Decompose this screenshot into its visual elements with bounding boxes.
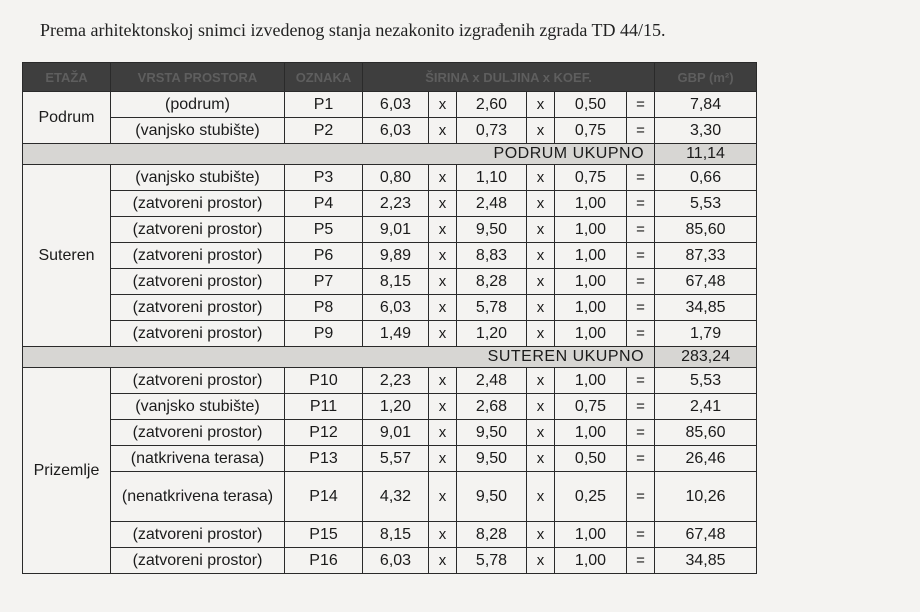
header-dimenzije: ŠIRINA x DULJINA x KOEF. xyxy=(363,63,655,92)
cell-koef: 1,00 xyxy=(555,243,627,269)
cell-duljina: 2,60 xyxy=(457,92,527,118)
section-total-value: 283,24 xyxy=(655,347,757,368)
cell-vrsta: (zatvoreni prostor) xyxy=(111,243,285,269)
cell-duljina: 2,68 xyxy=(457,394,527,420)
header-vrsta: VRSTA PROSTORA xyxy=(111,63,285,92)
cell-duljina: 2,48 xyxy=(457,368,527,394)
cell-koef: 1,00 xyxy=(555,295,627,321)
cell-gbp: 2,41 xyxy=(655,394,757,420)
table-row xyxy=(23,191,757,217)
cell-vrsta: (zatvoreni prostor) xyxy=(111,269,285,295)
cell-x2: x xyxy=(527,368,555,394)
cell-sirina: 1,49 xyxy=(363,321,429,347)
table-row xyxy=(23,548,757,574)
section-total-label: PODRUM UKUPNO xyxy=(23,144,655,165)
document-heading: Prema arhitektonskoj snimci izvedenog stanja nezakonito izgrađenih zgrada TD 44/15. xyxy=(40,20,666,40)
cell-vrsta: (zatvoreni prostor) xyxy=(111,522,285,548)
cell-koef: 1,00 xyxy=(555,522,627,548)
table-row xyxy=(23,118,757,144)
cell-koef: 1,00 xyxy=(555,269,627,295)
cell-oznaka: P15 xyxy=(285,522,363,548)
cell-gbp: 67,48 xyxy=(655,269,757,295)
cell-gbp: 67,48 xyxy=(655,522,757,548)
cell-sirina: 4,32 xyxy=(363,472,429,522)
cell-koef: 0,75 xyxy=(555,394,627,420)
cell-x2: x xyxy=(527,118,555,144)
cell-eq: = xyxy=(627,368,655,394)
cell-koef: 1,00 xyxy=(555,548,627,574)
cell-vrsta: (zatvoreni prostor) xyxy=(111,420,285,446)
table-row xyxy=(23,522,757,548)
cell-eq: = xyxy=(627,118,655,144)
cell-eq: = xyxy=(627,394,655,420)
cell-gbp: 85,60 xyxy=(655,217,757,243)
floor-label: Prizemlje xyxy=(23,368,111,574)
cell-sirina: 0,80 xyxy=(363,165,429,191)
cell-sirina: 2,23 xyxy=(363,368,429,394)
cell-koef: 0,50 xyxy=(555,446,627,472)
cell-vrsta: (podrum) xyxy=(111,92,285,118)
cell-duljina: 1,10 xyxy=(457,165,527,191)
cell-eq: = xyxy=(627,243,655,269)
cell-oznaka: P1 xyxy=(285,92,363,118)
cell-x1: x xyxy=(429,243,457,269)
floor-label: Podrum xyxy=(23,92,111,144)
cell-vrsta: (zatvoreni prostor) xyxy=(111,321,285,347)
cell-eq: = xyxy=(627,295,655,321)
cell-x1: x xyxy=(429,295,457,321)
cell-vrsta: (zatvoreni prostor) xyxy=(111,548,285,574)
cell-x1: x xyxy=(429,191,457,217)
header-etaza: ETAŽA xyxy=(23,63,111,92)
cell-vrsta: (zatvoreni prostor) xyxy=(111,191,285,217)
cell-sirina: 8,15 xyxy=(363,269,429,295)
cell-oznaka: P8 xyxy=(285,295,363,321)
cell-gbp: 10,26 xyxy=(655,472,757,522)
cell-vrsta: (vanjsko stubište) xyxy=(111,165,285,191)
cell-x2: x xyxy=(527,191,555,217)
cell-sirina: 9,01 xyxy=(363,420,429,446)
cell-oznaka: P9 xyxy=(285,321,363,347)
cell-duljina: 5,78 xyxy=(457,295,527,321)
cell-oznaka: P13 xyxy=(285,446,363,472)
cell-vrsta: (natkrivena terasa) xyxy=(111,446,285,472)
cell-eq: = xyxy=(627,165,655,191)
cell-x1: x xyxy=(429,217,457,243)
cell-koef: 0,75 xyxy=(555,165,627,191)
cell-koef: 1,00 xyxy=(555,217,627,243)
table-row xyxy=(23,368,757,394)
cell-eq: = xyxy=(627,191,655,217)
header-oznaka: OZNAKA xyxy=(285,63,363,92)
cell-x2: x xyxy=(527,243,555,269)
cell-sirina: 6,03 xyxy=(363,92,429,118)
table-row xyxy=(23,217,757,243)
table-row xyxy=(23,321,757,347)
section-total-value: 11,14 xyxy=(655,144,757,165)
section-total-row xyxy=(23,144,757,165)
cell-koef: 0,75 xyxy=(555,118,627,144)
cell-x1: x xyxy=(429,118,457,144)
cell-x1: x xyxy=(429,394,457,420)
cell-duljina: 8,28 xyxy=(457,269,527,295)
cell-gbp: 26,46 xyxy=(655,446,757,472)
cell-eq: = xyxy=(627,522,655,548)
cell-duljina: 9,50 xyxy=(457,420,527,446)
table-row xyxy=(23,420,757,446)
cell-gbp: 87,33 xyxy=(655,243,757,269)
table-row xyxy=(23,394,757,420)
cell-gbp: 5,53 xyxy=(655,368,757,394)
cell-oznaka: P12 xyxy=(285,420,363,446)
cell-eq: = xyxy=(627,420,655,446)
section-total-label: SUTEREN UKUPNO xyxy=(23,347,655,368)
cell-gbp: 34,85 xyxy=(655,548,757,574)
cell-sirina: 6,03 xyxy=(363,295,429,321)
cell-eq: = xyxy=(627,269,655,295)
cell-x2: x xyxy=(527,295,555,321)
cell-koef: 1,00 xyxy=(555,191,627,217)
cell-x1: x xyxy=(429,420,457,446)
table-row xyxy=(23,165,757,191)
cell-oznaka: P10 xyxy=(285,368,363,394)
cell-duljina: 0,73 xyxy=(457,118,527,144)
cell-koef: 1,00 xyxy=(555,321,627,347)
table-body xyxy=(23,92,757,574)
cell-sirina: 9,01 xyxy=(363,217,429,243)
table-row xyxy=(23,243,757,269)
cell-x1: x xyxy=(429,472,457,522)
cell-x1: x xyxy=(429,269,457,295)
cell-oznaka: P2 xyxy=(285,118,363,144)
cell-eq: = xyxy=(627,92,655,118)
cell-koef: 0,25 xyxy=(555,472,627,522)
cell-x2: x xyxy=(527,165,555,191)
cell-duljina: 9,50 xyxy=(457,217,527,243)
cell-koef: 0,50 xyxy=(555,92,627,118)
cell-x2: x xyxy=(527,548,555,574)
table-row xyxy=(23,446,757,472)
cell-oznaka: P6 xyxy=(285,243,363,269)
cell-oznaka: P14 xyxy=(285,472,363,522)
cell-sirina: 8,15 xyxy=(363,522,429,548)
header-gbp: GBP (m²) xyxy=(655,63,757,92)
cell-x2: x xyxy=(527,217,555,243)
cell-koef: 1,00 xyxy=(555,368,627,394)
cell-vrsta: (vanjsko stubište) xyxy=(111,118,285,144)
table-row xyxy=(23,295,757,321)
table-row xyxy=(23,472,757,522)
cell-gbp: 1,79 xyxy=(655,321,757,347)
cell-x2: x xyxy=(527,394,555,420)
cell-x1: x xyxy=(429,522,457,548)
cell-gbp: 34,85 xyxy=(655,295,757,321)
area-table xyxy=(22,62,757,574)
cell-duljina: 8,83 xyxy=(457,243,527,269)
cell-x1: x xyxy=(429,165,457,191)
cell-x2: x xyxy=(527,92,555,118)
cell-oznaka: P4 xyxy=(285,191,363,217)
table-header-row xyxy=(23,63,757,92)
cell-sirina: 6,03 xyxy=(363,118,429,144)
cell-gbp: 3,30 xyxy=(655,118,757,144)
cell-x2: x xyxy=(527,446,555,472)
section-total-row xyxy=(23,347,757,368)
cell-x2: x xyxy=(527,321,555,347)
cell-vrsta: (zatvoreni prostor) xyxy=(111,295,285,321)
cell-vrsta: (vanjsko stubište) xyxy=(111,394,285,420)
cell-oznaka: P11 xyxy=(285,394,363,420)
cell-koef: 1,00 xyxy=(555,420,627,446)
cell-oznaka: P5 xyxy=(285,217,363,243)
cell-sirina: 2,23 xyxy=(363,191,429,217)
floor-label: Suteren xyxy=(23,165,111,347)
cell-duljina: 5,78 xyxy=(457,548,527,574)
table-row xyxy=(23,269,757,295)
cell-duljina: 8,28 xyxy=(457,522,527,548)
cell-duljina: 9,50 xyxy=(457,446,527,472)
cell-duljina: 2,48 xyxy=(457,191,527,217)
cell-sirina: 6,03 xyxy=(363,548,429,574)
cell-gbp: 7,84 xyxy=(655,92,757,118)
cell-x2: x xyxy=(527,522,555,548)
cell-oznaka: P7 xyxy=(285,269,363,295)
cell-oznaka: P3 xyxy=(285,165,363,191)
cell-eq: = xyxy=(627,321,655,347)
table-row xyxy=(23,92,757,118)
cell-gbp: 0,66 xyxy=(655,165,757,191)
cell-vrsta: (zatvoreni prostor) xyxy=(111,368,285,394)
cell-gbp: 5,53 xyxy=(655,191,757,217)
cell-sirina: 5,57 xyxy=(363,446,429,472)
cell-x1: x xyxy=(429,368,457,394)
cell-duljina: 9,50 xyxy=(457,472,527,522)
cell-x1: x xyxy=(429,321,457,347)
cell-x2: x xyxy=(527,269,555,295)
cell-duljina: 1,20 xyxy=(457,321,527,347)
cell-eq: = xyxy=(627,217,655,243)
cell-eq: = xyxy=(627,446,655,472)
cell-gbp: 85,60 xyxy=(655,420,757,446)
cell-x1: x xyxy=(429,92,457,118)
cell-x2: x xyxy=(527,472,555,522)
cell-oznaka: P16 xyxy=(285,548,363,574)
cell-eq: = xyxy=(627,548,655,574)
cell-eq: = xyxy=(627,472,655,522)
cell-x1: x xyxy=(429,446,457,472)
cell-x2: x xyxy=(527,420,555,446)
cell-sirina: 9,89 xyxy=(363,243,429,269)
cell-vrsta: (zatvoreni prostor) xyxy=(111,217,285,243)
cell-x1: x xyxy=(429,548,457,574)
cell-vrsta: (nenatkrivena terasa) xyxy=(111,472,285,522)
cell-sirina: 1,20 xyxy=(363,394,429,420)
